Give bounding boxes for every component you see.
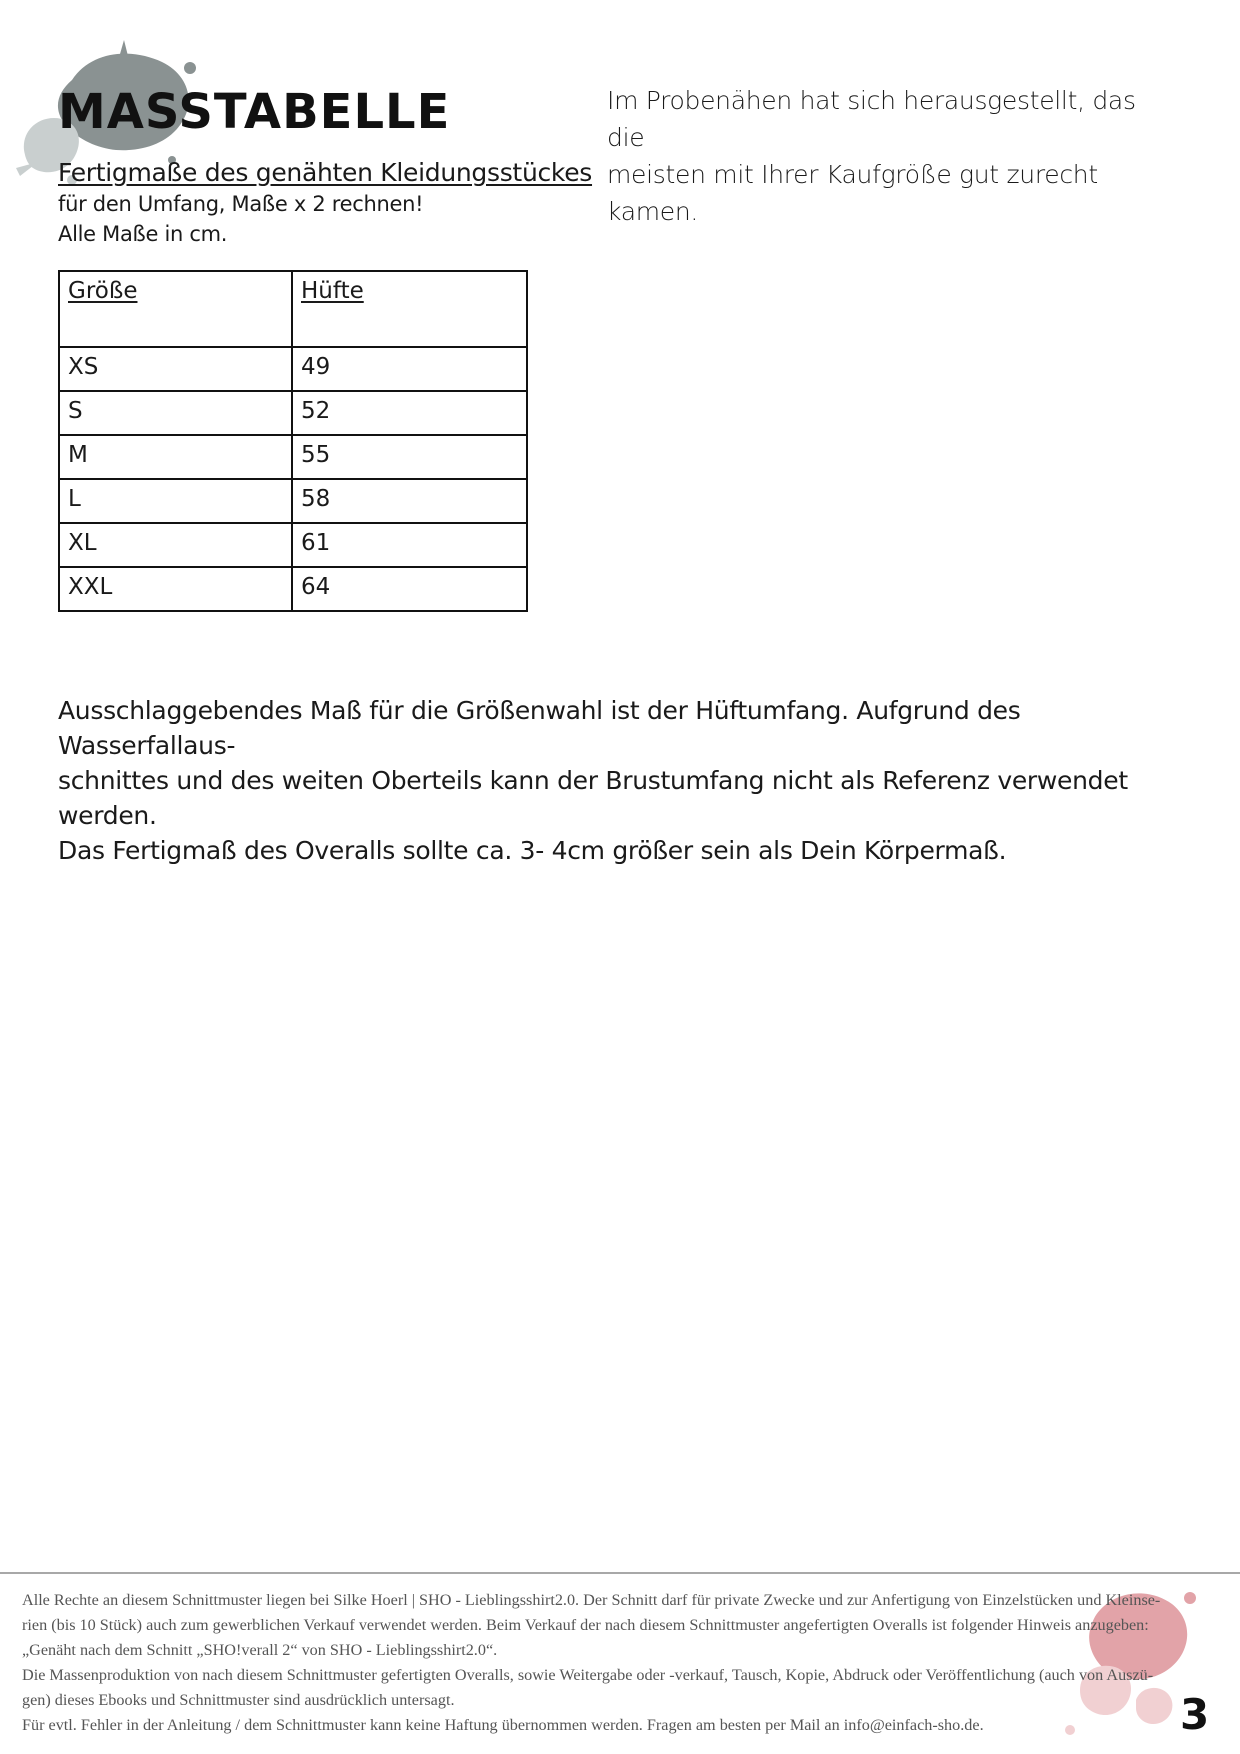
- footer-line: rien (bis 10 Stück) auch zum gewerblichen Verkauf verwendet werden. Beim Verkauf der nach diesem Schnittmuster angefertigten Overalls ist folgender Hinweis anzugeben:: [22, 1616, 1149, 1634]
- copyright-footer: [22, 1588, 1200, 1738]
- page-title: MASSTABELLE: [58, 84, 451, 140]
- footer-line: Für evtl. Fehler in der Anleitung / dem Schnittmuster kann keine Haftung übernommen werden. Fragen am besten per Mail an info@einfach-sho.de.: [22, 1716, 984, 1734]
- hip-cell: 49: [292, 347, 527, 391]
- table-header-row: [59, 271, 527, 347]
- footer-line: „Genäht nach dem Schnitt „SHO!verall 2“ von SHO - Lieblingsshirt2.0“.: [22, 1641, 498, 1659]
- page-number: 3: [1180, 1690, 1210, 1739]
- column-header-size: Größe: [59, 271, 292, 347]
- table-row: [59, 347, 527, 391]
- size-cell: XXL: [59, 567, 292, 611]
- hip-cell: 58: [292, 479, 527, 523]
- advice-line: Ausschlaggebendes Maß für die Größenwahl ist der Hüftumfang. Aufgrund des Wasserfallaus-: [58, 696, 1021, 760]
- advice-line: Das Fertigmaß des Overalls sollte ca. 3- 4cm größer sein als Dein Körpermaß.: [58, 836, 1007, 865]
- advice-line: schnittes und des weiten Oberteils kann der Brustumfang nicht als Referenz verwendet werden.: [58, 766, 1128, 830]
- table-row: [59, 523, 527, 567]
- hip-cell: 52: [292, 391, 527, 435]
- size-cell: XS: [59, 347, 292, 391]
- footer-divider: [0, 1572, 1240, 1574]
- size-cell: XL: [59, 523, 292, 567]
- circumference-note: für den Umfang, Maße x 2 rechnen!: [58, 192, 424, 216]
- size-cell: M: [59, 435, 292, 479]
- hip-cell: 55: [292, 435, 527, 479]
- size-cell: L: [59, 479, 292, 523]
- intro-text: [607, 82, 1167, 230]
- hip-cell: 61: [292, 523, 527, 567]
- table-subtitle: Fertigmaße des genähten Kleidungsstückes: [58, 158, 593, 187]
- intro-line: Im Probenähen hat sich herausgestellt, das die: [607, 86, 1136, 152]
- footer-line: Alle Rechte an diesem Schnittmuster liegen bei Silke Hoerl | SHO - Lieblingsshirt2.0. Der Schnitt darf für private Zwecke und zur Anfertigung von Einzelstücken und Kleinse-: [22, 1591, 1161, 1609]
- footer-line: gen) dieses Ebooks und Schnittmuster sind ausdrücklich untersagt.: [22, 1691, 455, 1709]
- table-row: [59, 435, 527, 479]
- size-cell: S: [59, 391, 292, 435]
- footer-line: Die Massenproduktion von nach diesem Schnittmuster gefertigten Overalls, sowie Weitergabe oder -verkauf, Tausch, Kopie, Abdruck oder Veröffentlichung (auch von Auszü-: [22, 1666, 1154, 1684]
- table-row: [59, 479, 527, 523]
- column-header-hip: Hüfte: [292, 271, 527, 347]
- hip-cell: 64: [292, 567, 527, 611]
- table-row: [59, 567, 527, 611]
- size-advice-text: [58, 693, 1178, 868]
- table-row: [59, 391, 527, 435]
- units-note: Alle Maße in cm.: [58, 222, 228, 246]
- intro-line: meisten mit Ihrer Kaufgröße gut zurecht kamen.: [607, 160, 1098, 226]
- size-table: [58, 270, 528, 612]
